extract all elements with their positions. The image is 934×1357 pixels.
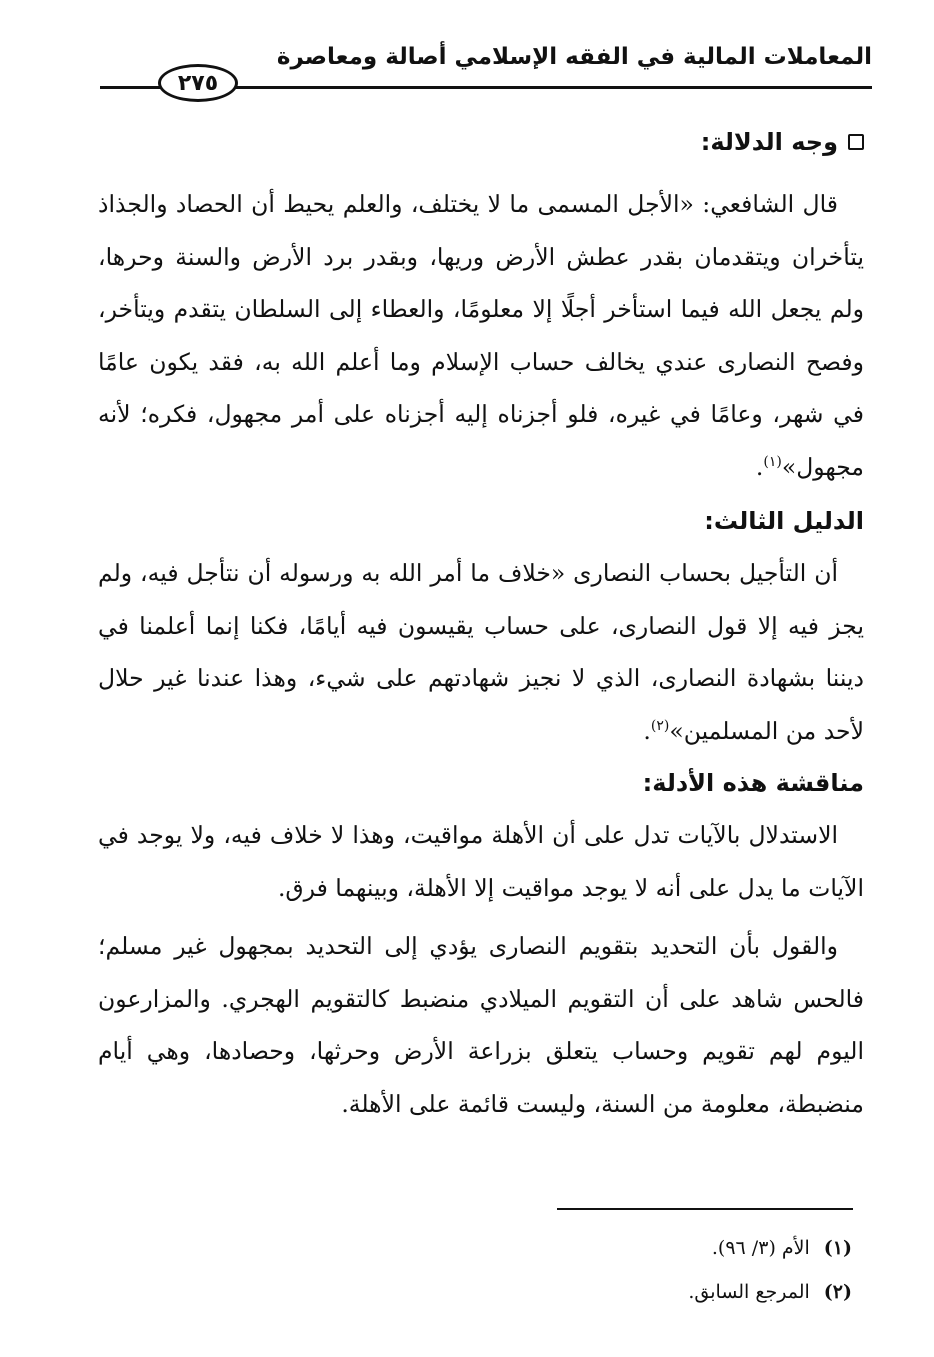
footnote-ref[interactable]: (٢) xyxy=(650,717,670,734)
footnote-number: (٢) xyxy=(823,1281,852,1303)
page-number: ٢٧٥ xyxy=(158,64,238,102)
footnote-ref[interactable]: (١) xyxy=(763,453,782,470)
footnote-number: (١) xyxy=(823,1237,852,1259)
section-heading-text: وجه الدلالة: xyxy=(700,128,838,156)
paragraph-text: قال الشافعي: «الأجل المسمى ما لا يختلف، والعلم يحيط أن الحصاد والجذاذ يتأخران ويتقدمان بقدر عطش الأرض وريها، وبقدر برد الأرض والسنة وحرها، ولم يجعل الله فيما استأخر أجلًا إلا معلومًا، والعطاء إلى السلطان يتقدم ويتأخر، وفصح النصارى عندي يخالف حساب الإسلام وما أعلم الله به، فقد يكون عامًا في شهر، وعامًا في غيره، فلو أجزناه إليه أجزناه على أمر مجهول، فكره؛ لأنه مجهول» xyxy=(98,190,864,481)
footnote-separator xyxy=(557,1208,853,1210)
paragraph-discussion-1: الاستدلال بالآيات تدل على أن الأهلة مواقيت، وهذا لا خلاف فيه، ولا يوجد في الآيات ما يدل على أنه لا يوجد مواقيت إلا الأهلة، وبينهما فرق. xyxy=(98,821,864,902)
paragraph-text: أن التأجيل بحساب النصارى «خلاف ما أمر الله به ورسوله أن نتأجل فيه، ولم يجز فيه إلا قول النصارى، على حساب يقيسون فيه أيامًا، فكنا إنما أعلمنا في ديننا بشهادة النصارى، الذي لا نجيز شهادتهم على شيء، وهذا عندنا غير حلال لأحد من المسلمين» xyxy=(98,559,864,745)
paragraph-shafii-quote: قال الشافعي: «الأجل المسمى ما لا يختلف، والعلم يحيط أن الحصاد والجذاذ يتأخران ويتقدمان بقدر عطش الأرض وريها، وبقدر برد الأرض والسنة وحرها، ولم يجعل الله فيما استأخر أجلًا إلا معلومًا، والعطاء إلى السلطان يتقدم ويتأخر، وفصح النصارى عندي يخالف حساب الإسلام وما أعلم الله به، فقد يكون عامًا في شهر، وعامًا في غيره، فلو أجزناه إليه أجزناه على أمر مجهول، فكره؛ لأنه مجهول»$^{(١)}$. xyxy=(98,190,864,481)
section-heading-third-evidence xyxy=(98,507,864,535)
page-body xyxy=(98,128,864,1130)
footnote-text: الأم (٣/ ٩٦). xyxy=(711,1237,810,1259)
section-heading-discussion xyxy=(98,769,864,797)
section-heading-text: مناقشة هذه الأدلة: xyxy=(642,769,864,797)
footnote-item xyxy=(688,1270,852,1314)
square-box-icon xyxy=(848,134,864,150)
footnote-text: المرجع السابق. xyxy=(688,1281,810,1303)
section-heading-evidence xyxy=(98,128,864,156)
paragraph-third-evidence: أن التأجيل بحساب النصارى «خلاف ما أمر الله به ورسوله أن نتأجل فيه، ولم يجز فيه إلا قول النصارى، على حساب يقيسون فيه أيامًا، فكنا إنما أعلمنا في ديننا بشهادة النصارى، الذي لا نجيز شهادتهم على شيء، وهذا عندنا غير حلال لأحد من المسلمين»$^{(٢)}$. xyxy=(98,559,864,745)
paragraph-discussion-2: والقول بأن التحديد بتقويم النصارى يؤدي إلى التحديد بمجهول غير مسلم؛ فالحس شاهد على أن التقويم الميلادي منضبط كالتقويم الهجري. والمزارعون اليوم لهم تقويم وحساب يتعلق بزراعة الأرض وحرثها، وحصادها، وهي أيام منضبطة، معلومة من السنة، وليست قائمة على الأهلة. xyxy=(98,932,864,1118)
footnotes xyxy=(688,1226,852,1314)
footnote-item xyxy=(688,1226,852,1270)
book-title: المعاملات المالية في الفقه الإسلامي أصالة ومعاصرة xyxy=(276,44,872,70)
section-heading-text: الدليل الثالث: xyxy=(704,507,864,535)
